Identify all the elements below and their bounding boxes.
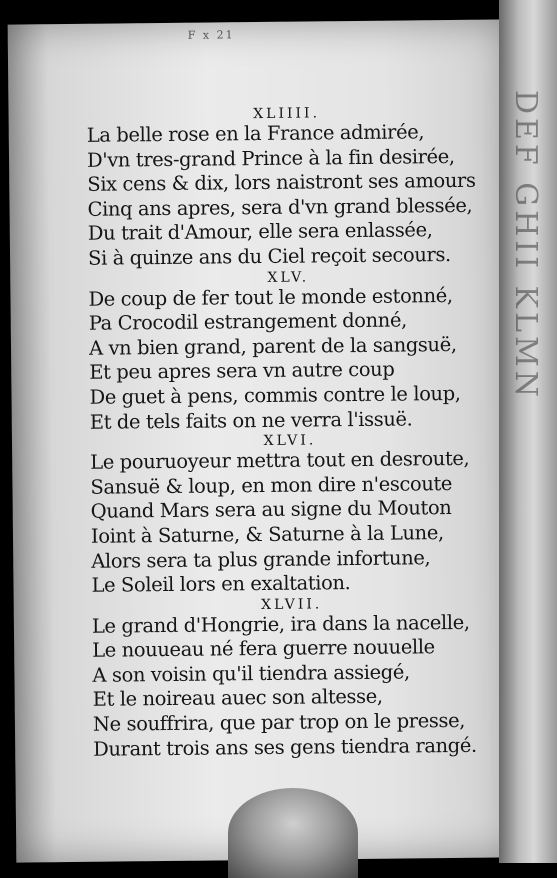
verse-line: Et peu apres sera vn autre coup xyxy=(89,357,395,385)
verse-line: Et le noireau auec son altesse, xyxy=(92,685,383,712)
verse-line: Si à quinze ans du Ciel reçoit secours. xyxy=(87,242,451,270)
verse-line: Pa Crocodil estrangement donné, xyxy=(88,308,407,335)
verse-line: Le grand d'Hongrie, ira dans la nacelle, xyxy=(91,610,470,638)
verse-line: Le nouueau né fera guerre nouuelle xyxy=(92,635,435,663)
verse-line: Six cens & dix, lors naistront ses amours xyxy=(87,168,476,197)
verse-line: De guet à pens, commis contre le loup, xyxy=(89,381,461,409)
verse-line: Ne souffrira, que par trop on le presse, xyxy=(92,708,466,736)
verse-line: Durant trois ans ses gens tiendra rangé. xyxy=(93,733,477,761)
verse-block xyxy=(86,104,477,762)
page-mark: F x 21 xyxy=(187,28,235,42)
bleed-through-text: DEF GHII KLMN xyxy=(508,90,543,401)
stanza-numeral: XLV. xyxy=(267,269,310,286)
verse-line: Sansuë & loup, en mon dire n'escoute xyxy=(90,471,453,499)
verse-line: Le pouruoyeur mettra tout en desroute, xyxy=(90,446,470,474)
book-page xyxy=(8,19,517,862)
verse-line: Quand Mars sera au signe du Mouton xyxy=(90,496,452,524)
verse-line: A vn bien grand, parent de la sangsuë, xyxy=(88,332,457,360)
verse-line: Du trait d'Amour, elle sera enlassée, xyxy=(87,218,433,246)
verse-line: De coup de fer tout le monde estonné, xyxy=(88,283,453,311)
verse-line: D'vn tres-grand Prince à la fin desirée, xyxy=(86,144,455,172)
verse-line: Alors sera ta plus grande infortune, xyxy=(91,545,431,573)
verse-line: Ioint à Saturne, & Saturne à la Lune, xyxy=(90,521,444,548)
thumb-image xyxy=(228,788,358,878)
stanza-numeral: XLVI. xyxy=(263,432,317,450)
book-spine xyxy=(499,0,557,863)
stanza-numeral: XLIIII. xyxy=(253,105,321,123)
verse-line: Le Soleil lors en exaltation. xyxy=(91,571,351,597)
verse-line: Et de tels faits on ne verra l'issuë. xyxy=(89,406,413,434)
verse-line: La belle rose en la France admirée, xyxy=(86,120,425,147)
verse-line: A son voisin qu'il tiendra assiegé, xyxy=(92,660,410,687)
verse-line: Cinq ans apres, sera d'vn grand blessée, xyxy=(87,193,473,221)
stanza-numeral: XLVII. xyxy=(261,596,323,613)
